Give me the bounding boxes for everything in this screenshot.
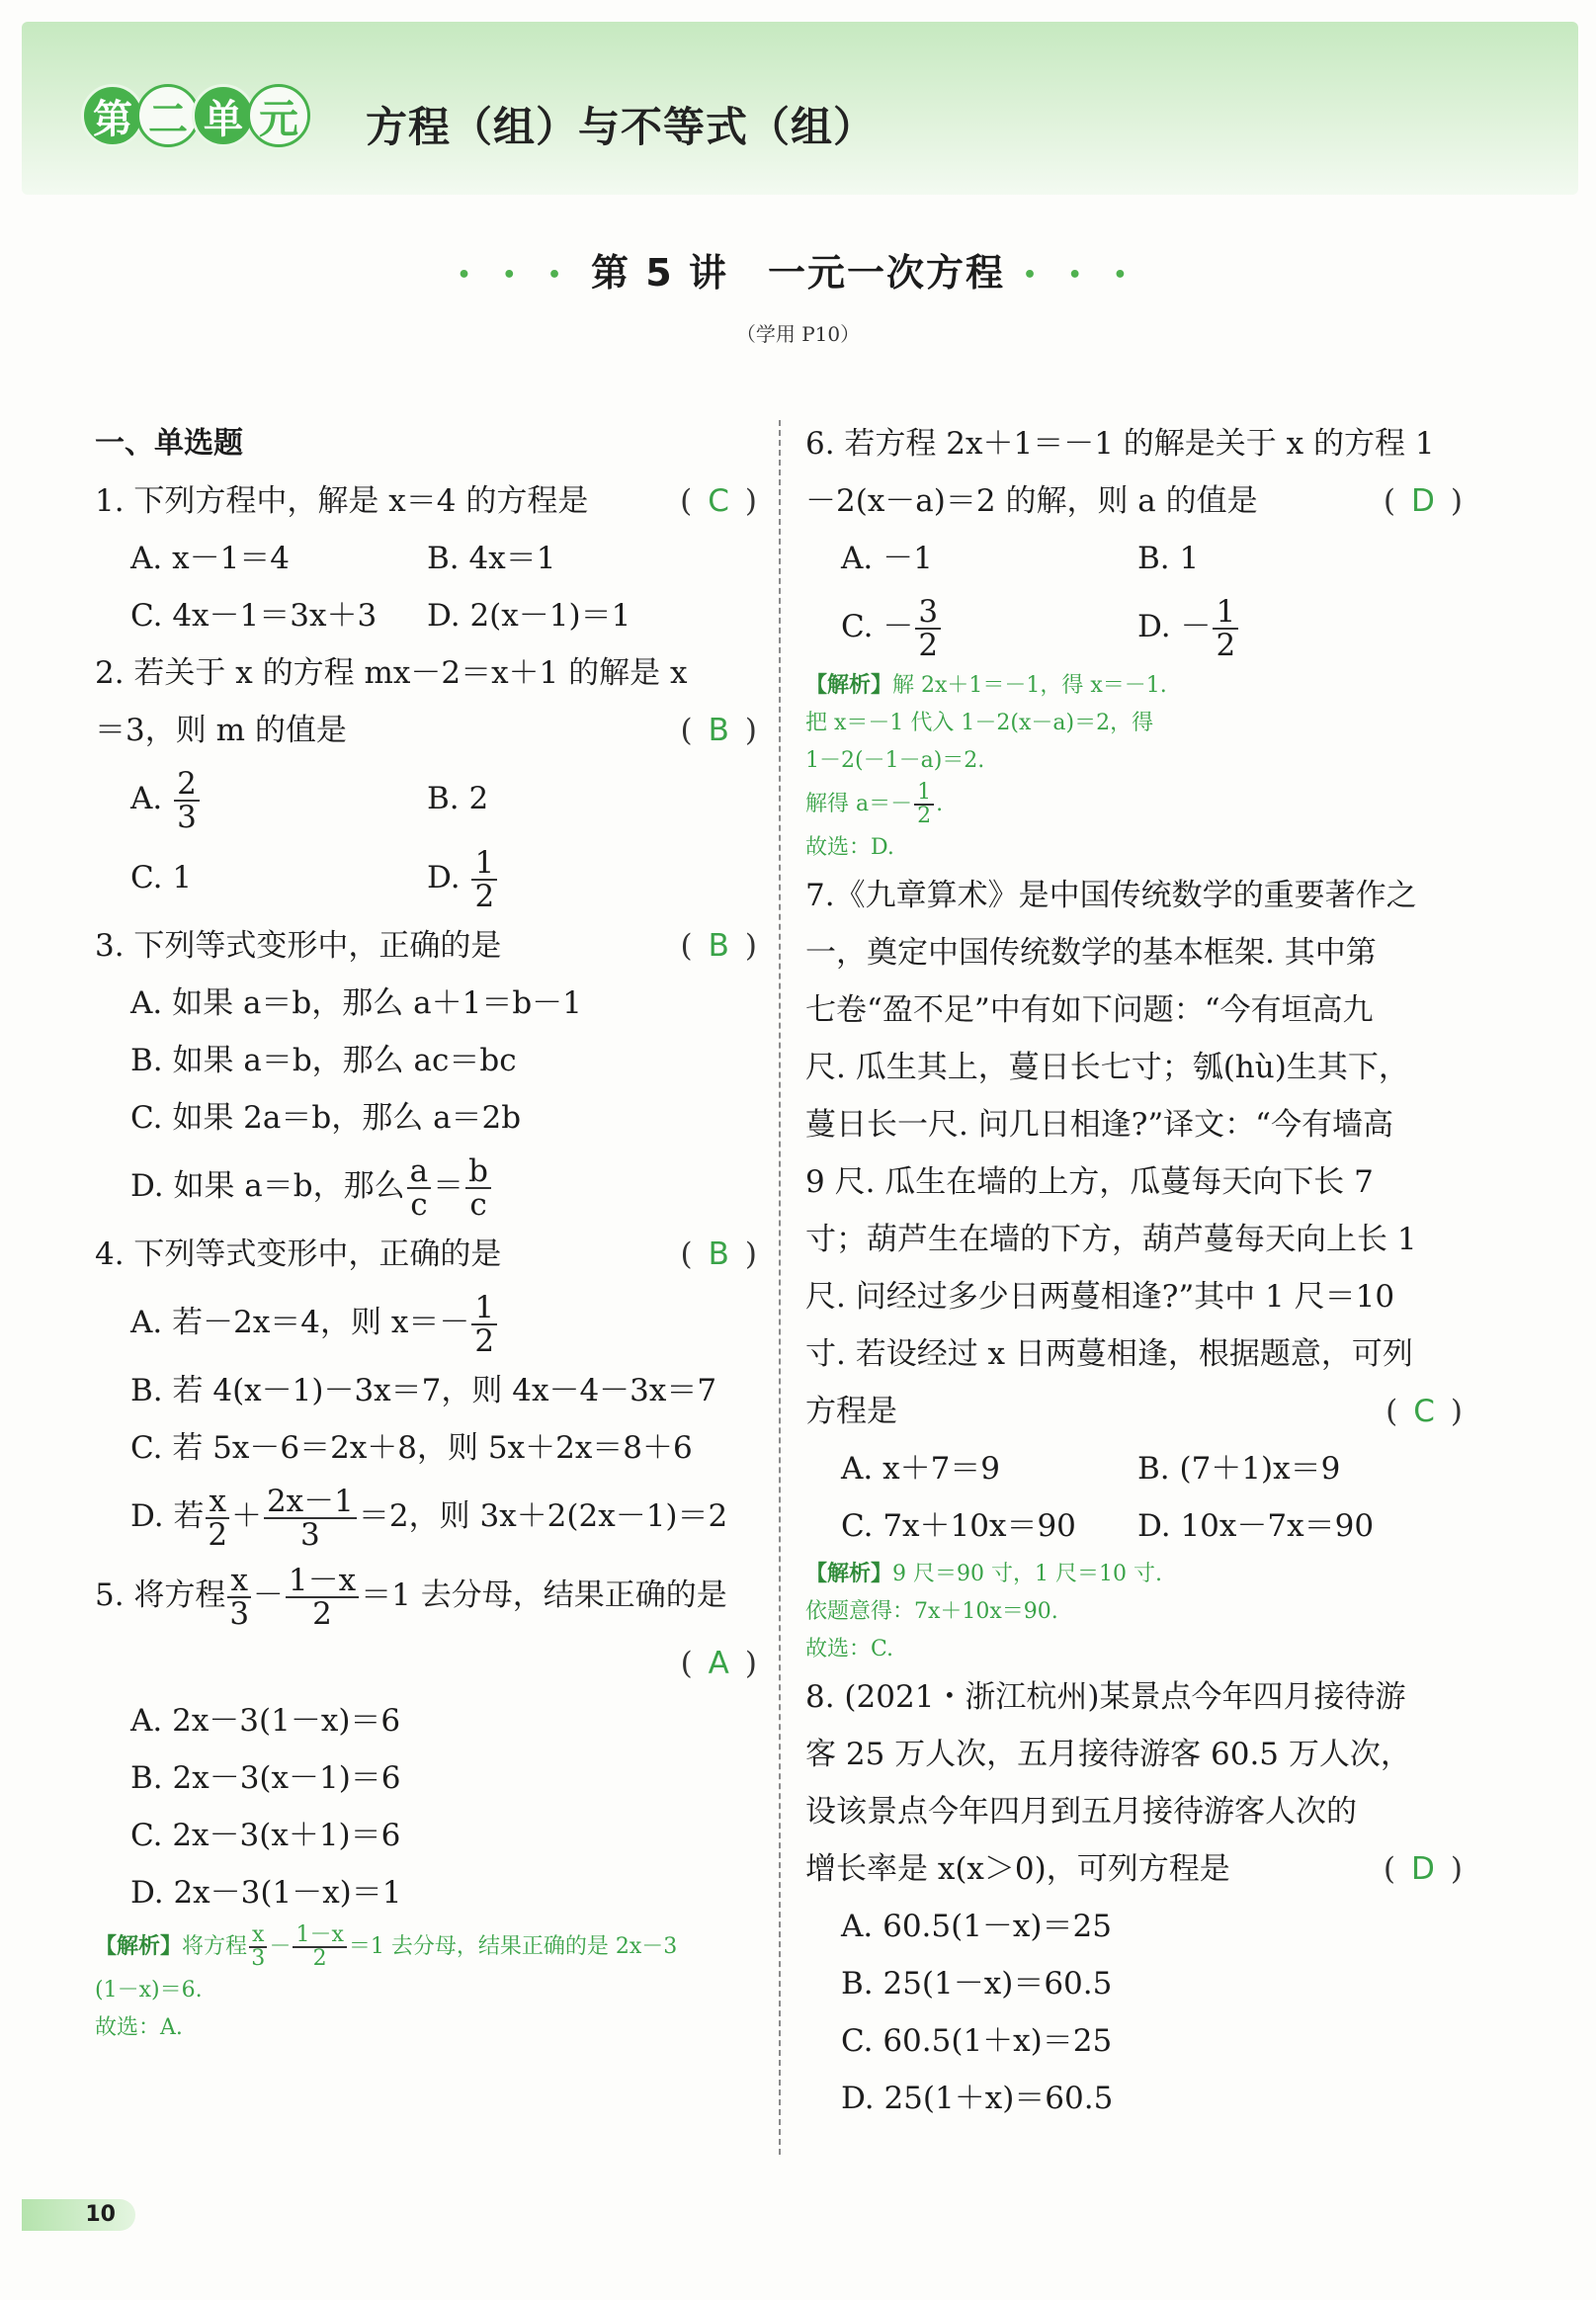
unit-title: 方程（组）与不等式（组） xyxy=(366,103,877,151)
option: D. $\frac{1}{2}$ xyxy=(427,838,723,917)
page-number: 10 xyxy=(22,2199,135,2231)
option: C. 2x－3(x＋1)＝6 xyxy=(130,1818,401,1853)
option: C. 60.5(1＋x)＝25 xyxy=(841,2023,1113,2059)
question-stem: 增长率是 x(x＞0)，可列方程是 xyxy=(805,1851,1230,1887)
option: A. $\frac{2}{3}$ xyxy=(130,759,427,838)
analysis: 【解析】将方程 $\frac{x}{3}$ － $\frac{1-x}{2}$ ＝1 去分母，结果正确的是 2x－3 (1－x)＝6. 故选：A. xyxy=(95,1922,678,2040)
option: B. 若 4(x－1)－3x＝7，则 4x－4－3x＝7 xyxy=(130,1373,717,1408)
option: B. 4x＝1 xyxy=(427,541,556,576)
option: B. 2 xyxy=(427,781,489,816)
question-3 xyxy=(95,917,757,1226)
question-stem: 1. 下列方程中，解是 x＝4 的方程是 xyxy=(95,483,589,519)
question-7 xyxy=(805,867,1463,1668)
question-stem: 5. 将方程 $\frac{x}{3}$ － $\frac{1-x}{2}$ ＝1 去分母，结果正确的是 xyxy=(95,1562,727,1632)
unit-badges xyxy=(81,84,302,147)
section-heading: 一、单选题 xyxy=(95,426,243,461)
analysis: 【解析】9 尺＝90 寸，1 尺＝10 寸. 依题意得：7x＋10x＝90. 故选：C. xyxy=(805,1561,1162,1661)
option: A. 60.5(1－x)＝25 xyxy=(841,1909,1112,1944)
question-stem: 6. 若方程 2x＋1＝－1 的解是关于 x 的方程 1 xyxy=(805,426,1435,462)
option: B. (7＋1)x＝9 xyxy=(1137,1451,1341,1487)
question-stem: －2(x－a)＝2 的解，则 a 的值是 xyxy=(805,483,1258,519)
answer-slot: ( C ) xyxy=(680,483,757,519)
question-stem: 蔓日长一尺. 问几日相逢?”译文：“今有墙高 xyxy=(805,1107,1394,1143)
left-column xyxy=(95,415,757,2047)
question-stem: 尺. 瓜生其上，蔓日长七寸；瓠(hù)生其下， xyxy=(805,1050,1409,1085)
option: B. 25(1－x)＝60.5 xyxy=(841,1966,1113,2002)
question-stem: 8. (2021・浙江杭州)某景点今年四月接待游 xyxy=(805,1679,1406,1715)
question-stem: 3. 下列等式变形中，正确的是 xyxy=(95,928,502,964)
option: D. － $\frac{1}{2}$ xyxy=(1137,587,1434,666)
option: C. 若 5x－6＝2x＋8，则 5x＋2x＝8＋6 xyxy=(130,1430,693,1466)
option: A. x－1＝4 xyxy=(130,541,291,576)
page-reference: （学用 P10） xyxy=(735,322,861,346)
option: C. － $\frac{3}{2}$ xyxy=(841,587,1137,666)
option: D. 若 $\frac{x}{2}$ ＋ $\frac{2x-1}{3}$ ＝2，则 3x＋2(2x－1)＝2 xyxy=(130,1483,728,1553)
question-stem: 寸；葫芦生在墙的下方，葫芦蔓每天向上长 1 xyxy=(805,1222,1417,1257)
answer-slot: ( A ) xyxy=(680,1646,757,1681)
right-column xyxy=(805,415,1463,2127)
option: C. 1 xyxy=(130,860,193,895)
option: A. x＋7＝9 xyxy=(841,1451,1001,1487)
question-6 xyxy=(805,415,1463,867)
question-8 xyxy=(805,1668,1463,2127)
question-stem: 2. 若关于 x 的方程 mx－2＝x＋1 的解是 x xyxy=(95,655,688,691)
answer-slot: ( B ) xyxy=(680,1236,757,1272)
option: B. 1 xyxy=(1137,541,1200,576)
question-stem: ＝3，则 m 的值是 xyxy=(95,713,347,748)
question-stem: 方程是 xyxy=(805,1394,897,1429)
option: B. 如果 a＝b，那么 ac＝bc xyxy=(130,1043,517,1078)
decor-dots-left: • • • xyxy=(457,263,574,288)
question-stem: 七卷“盈不足”中有如下问题：“今有垣高九 xyxy=(805,992,1374,1028)
option: B. 2x－3(x－1)＝6 xyxy=(130,1760,401,1796)
question-5 xyxy=(95,1556,757,2047)
option: C. 如果 2a＝b，那么 a＝2b xyxy=(130,1100,522,1136)
question-stem: 寸. 若设经过 x 日两蔓相逢，根据题意，可列 xyxy=(805,1336,1413,1372)
option: D. 25(1＋x)＝60.5 xyxy=(841,2081,1114,2116)
decor-dots-right: • • • xyxy=(1022,263,1139,288)
answer-slot: ( B ) xyxy=(680,928,757,964)
unit-badge: 元 xyxy=(247,84,310,147)
option: A. 2x－3(1－x)＝6 xyxy=(130,1703,401,1739)
question-stem: 7.《九章算术》是中国传统数学的重要著作之 xyxy=(805,878,1417,913)
option: C. 4x－1＝3x＋3 xyxy=(130,598,378,634)
option: A. 若－2x＝4，则 x＝－ $\frac{1}{2}$ xyxy=(130,1283,757,1362)
lecture-heading xyxy=(0,242,1596,297)
question-stem: 一，奠定中国传统数学的基本框架. 其中第 xyxy=(805,935,1377,971)
analysis: 【解析】解 2x＋1＝－1，得 x＝－1. 把 x＝－1 代入 1－2(x－a)＝2，得 1－2(－1－a)＝2. 解得 a＝－ $\frac{1}{2}$ . 故选：D. xyxy=(805,672,1167,860)
unit-badge: 单 xyxy=(192,84,255,147)
answer-slot: ( B ) xyxy=(680,713,757,748)
option: A. －1 xyxy=(841,541,933,576)
column-divider xyxy=(779,420,781,2155)
question-4 xyxy=(95,1226,757,1556)
option: C. 7x＋10x＝90 xyxy=(841,1508,1076,1544)
option: D. 2x－3(1－x)＝1 xyxy=(130,1875,402,1911)
unit-badge: 二 xyxy=(136,84,200,147)
answer-slot: ( C ) xyxy=(1386,1394,1463,1429)
question-1 xyxy=(95,472,757,644)
question-stem: 设该景点今年四月到五月接待游客人次的 xyxy=(805,1794,1357,1830)
option: A. 如果 a＝b，那么 a＋1＝b－1 xyxy=(130,985,582,1021)
lecture-title: 第 5 讲 一元一次方程 xyxy=(591,251,1005,295)
question-stem: 尺. 问经过多少日两蔓相逢?”其中 1 尺＝10 xyxy=(805,1279,1395,1315)
option: D. 如果 a＝b，那么 $\frac{a}{c}$ ＝ $\frac{b}{c}$ xyxy=(130,1147,757,1226)
answer-slot: ( D ) xyxy=(1383,1851,1463,1887)
option: D. 10x－7x＝90 xyxy=(1137,1508,1375,1544)
answer-slot: ( D ) xyxy=(1383,483,1463,519)
unit-badge: 第 xyxy=(81,84,144,147)
question-2 xyxy=(95,644,757,917)
option: D. 2(x－1)＝1 xyxy=(427,598,631,634)
question-stem: 4. 下列等式变形中，正确的是 xyxy=(95,1236,502,1272)
question-stem: 9 尺. 瓜生在墙的上方，瓜蔓每天向下长 7 xyxy=(805,1164,1374,1200)
question-stem: 客 25 万人次，五月接待游客 60.5 万人次， xyxy=(805,1737,1411,1772)
